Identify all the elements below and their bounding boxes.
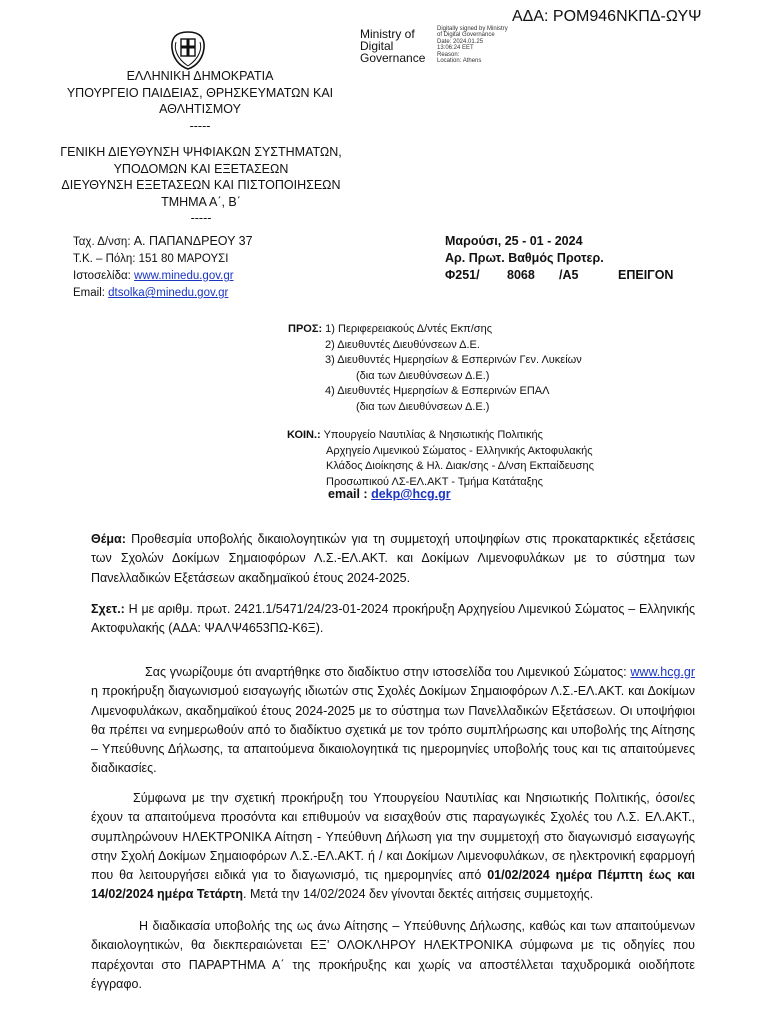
signature-line: Location: Athens [437,58,482,65]
dept-header [40,144,362,227]
reference-paragraph [91,600,695,639]
cc-email-line [328,487,451,501]
protocol-label: Αρ. Πρωτ. Βαθμός Προτερ. [445,251,604,265]
body-paragraph-3 [91,917,695,994]
subject-label: Θέμα: [91,532,126,546]
website-label: Ιστοσελίδα: [73,270,135,282]
subject-paragraph [91,530,695,588]
hcg-website-link[interactable]: www.hcg.gr [630,665,695,679]
signature-line: Reason: [437,51,460,58]
body-paragraph-2 [91,789,695,905]
signature-line: Digitally signed by Ministry [437,26,508,32]
org-line: ΑΘΛΗΤΙΣΜΟΥ [159,102,241,116]
body-paragraph-1 [91,663,695,779]
recipient-item: 4) Διευθυντές Ημερησίων & Εσπερινών ΕΠΑΛ [325,385,550,397]
ministry-line-2: Digital [360,39,394,53]
org-header [60,68,340,134]
body-text: Σας γνωρίζουμε ότι αναρτήθηκε στο διαδίκτυο στην ιστοσελίδα του Λιμενικού Σώματος: [145,665,631,679]
hellenic-emblem-icon [166,28,210,72]
priority-badge: ΕΠΕΙΓΟΝ [618,268,674,282]
address-block [73,233,253,302]
body-text: η προκήρυξη διαγωνισμού εισαγωγής ιδιωτών στις Σχολές Δοκίμων Σημαιοφόρων Λ.Σ.-ΕΛ.ΑΚΤ. και Δοκίμων Λιμενοφυλάκων, ακαδημαϊκού έτους 2024-2025 με το σύστημα των Πανελλαδικών Εξετάσεων. Οι υποψήφιοι θα πρέπει να ενημερωθούν από το διαδίκτυο σχετικά με τον τρόπο συμπλήρωσης και υποβολής της Αίτησης – Υπεύθυνης Δήλωσης, τα απαιτούμενα δικαιολογητικά τις ημερομηνίες υποβολής τους και τις απαιτούμενες διαδικασίες. [91,684,695,776]
reference-label: Σχετ.: [91,602,125,616]
subject-text: Προθεσμία υποβολής δικαιολογητικών για τη συμμετοχή υποψηφίων στις προκαταρκτικές εξετάσεις των Σχολών Δοκίμων Σημαιοφόρων Λ.Σ.-ΕΛ.ΑΚΤ. και Δοκίμων Λιμενοφυλάκων με το σύστημα των Πανελλαδικών Εξετάσεων ακαδημαϊκού έτους 2024-2025. [91,532,695,585]
cc-item: Αρχηγείο Λιμενικού Σώματος - Ελληνικής Ακτοφυλακής [326,444,593,457]
recipients-block [288,322,582,415]
protocol-number: 8068 [507,268,535,282]
dept-line: ΥΠΟΔΟΜΩΝ ΚΑΙ ΕΞΕΤΑΣΕΩΝ [113,161,289,176]
dept-line: ΤΜΗΜΑ Α΄, Β΄ [161,194,241,209]
cc-item: Προσωπικού ΛΣ-ΕΛ.ΑΚΤ - Τμήμα Κατάταξης [326,475,543,488]
digital-signature [437,26,508,64]
street-value: Α. ΠΑΠΑΝΔΡΕΟΥ 37 [133,234,253,248]
recipients-label: ΠΡΟΣ: [288,323,323,335]
ministry-line-1: Ministry of [360,27,415,41]
cc-item: Κλάδος Διοίκησης & Ηλ. Διακ/σης - Δ/νση Εκπαίδευσης [326,460,594,472]
cc-block [287,428,594,490]
deadline-dates: 01/02/2024 ημέρα Πέμπτη έως και 14/02/2024 ημέρα Τετάρτη [91,868,695,902]
cc-email-link[interactable]: dekp@hcg.gr [371,487,451,501]
reference-text: Η με αριθμ. πρωτ. 2421.1/5471/24/23-01-2024 προκήρυξη Αρχηγείου Λιμενικού Σώματος – Ελληνικής Ακτοφυλακής (ΑΔΑ: ΨΑΛΨ4653ΠΩ-Κ6Ξ). [91,602,695,636]
body-text: Σύμφωνα με την σχετική προκήρυξη του Υπουργείου Ναυτιλίας και Νησιωτικής Πολιτικής, όσοι/ες έχουν τα απαιτούμενα προσόντα και επιθυμούν να εισαχθούν στις παραγωγικές Σχολές του Λ.Σ. ΕΛ.ΑΚΤ., συμπληρώνουν ΗΛΕΚΤΡΟΝΙΚΑ Αίτηση - Υπεύθυνη Δήλωση για την συμμετοχή στο διαγωνισμό εισαγωγής στην Σχολή Δοκίμων Σημαιοφόρων Λ.Σ.-ΕΛ.ΑΚΤ. ή / και Δοκίμων Λιμενοφυλάκων, σε ηλεκτρονική εφαρμογή που θα λειτουργήσει ειδικά για το διαγωνισμό, τις ημερομηνίες από [91,791,695,883]
dept-line: ΔΙΕΥΘΥΝΣΗ ΕΞΕΤΑΣΕΩΝ ΚΑΙ ΠΙΣΤΟΠΟΙΗΣΕΩΝ [61,178,341,192]
dept-line: ΓΕΝΙΚΗ ΔΙΕΥΘΥΝΣΗ ΨΗΦΙΑΚΩΝ ΣΥΣΤΗΜΑΤΩΝ, [60,145,342,159]
protocol-code: Φ251/ [445,268,480,282]
recipient-item: 1) Περιφερειακούς Δ/ντές Εκπ/σης [325,323,493,335]
body-text: . Μετά την 14/02/2024 δεν γίνονται δεκτές αιτήσεις συμμετοχής. [243,887,594,902]
ministry-stamp [360,28,425,64]
signature-line: Date: 2024.01.25 [437,38,484,45]
cc-email-label: email : [328,487,372,501]
date-protocol-block [445,233,673,284]
recipient-item: 2) Διευθυντές Διευθύνσεων Δ.Ε. [325,338,480,351]
protocol-suffix: /Α5 [559,268,579,282]
cc-item: Υπουργείο Ναυτιλίας & Νησιωτικής Πολιτικής [323,429,543,441]
ada-code: ΑΔΑ: ΡΟΜ946ΝΚΠΔ-ΩΥΨ [512,8,702,25]
dept-separator: ----- [190,211,212,225]
email-label: Email: [73,287,109,299]
postal-line: Τ.Κ. – Πόλη: 151 80 ΜΑΡΟΥΣΙ [73,253,229,265]
place-date: Μαρούσι, 25 - 01 - 2024 [445,234,583,248]
signature-line: 13:06:24 EET [437,45,474,52]
recipient-item: 3) Διευθυντές Ημερησίων & Εσπερινών Γεν. Λυκείων [325,354,582,366]
street-label: Ταχ. Δ/νση: [73,236,134,248]
signature-line: of Digital Governance [437,32,495,39]
cc-label: ΚΟΙΝ.: [287,429,321,441]
recipient-note: (δια των Διευθύνσεων Δ.Ε.) [356,400,490,413]
body-text: Η διαδικασία υποβολής της ως άνω Αίτησης – Υπεύθυνης Δήλωσης, καθώς και των απαιτούμενων δικαιολογητικών, θα διεκπεραιώνεται ΕΞ’ ΟΛΟΚΛΗΡΟΥ ΗΛΕΚΤΡΟΝΙΚΑ σύμφωνα με τις οδηγίες που παρέχονται στο ΠΑΡΑΡΤΗΜΑ Α΄ της προκήρυξης και χωρίς να αποστέλλεται ταχυδρομικά οιοδήποτε έγγραφο. [91,919,695,991]
org-separator: ----- [189,118,211,133]
ministry-line-3: Governance [360,51,426,65]
org-line: ΥΠΟΥΡΓΕΙΟ ΠΑΙΔΕΙΑΣ, ΘΡΗΣΚΕΥΜΑΤΩΝ ΚΑΙ [66,85,334,100]
org-line: ΕΛΛΗΝΙΚΗ ΔΗΜΟΚΡΑΤΙΑ [126,69,274,83]
recipient-note: (δια των Διευθύνσεων Δ.Ε.) [356,369,490,382]
email-link[interactable]: dtsolka@minedu.gov.gr [108,287,229,299]
website-link[interactable]: www.minedu.gov.gr [134,270,234,282]
